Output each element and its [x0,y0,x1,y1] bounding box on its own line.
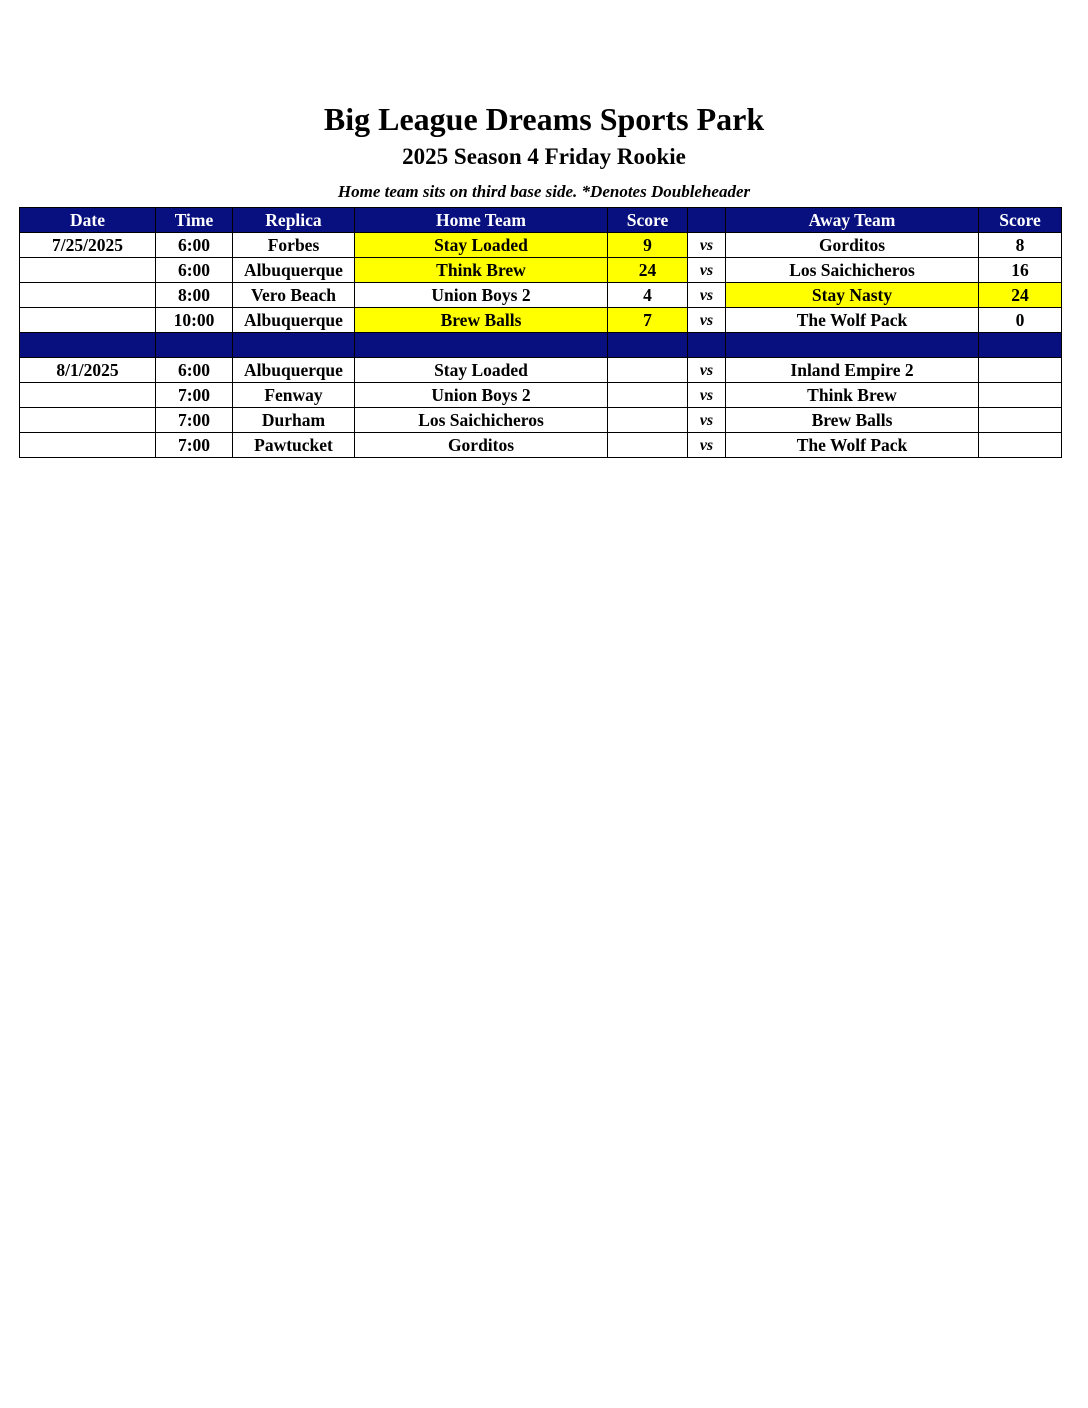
home-team-cell: Brew Balls [355,308,608,333]
away-team-cell: Los Saichicheros [726,258,979,283]
vs-cell: vs [688,233,726,258]
page-title: Big League Dreams Sports Park [323,101,765,137]
separator-cell [726,333,979,358]
date-cell [20,258,156,283]
date-cell [20,383,156,408]
home-score-cell: 9 [608,233,688,258]
time-cell: 6:00 [156,258,233,283]
away-team-cell: The Wolf Pack [726,433,979,458]
replica-cell: Forbes [233,233,355,258]
separator-cell [156,333,233,358]
date-cell [20,433,156,458]
home-team-cell: Stay Loaded [355,358,608,383]
table-row [20,258,1062,283]
table-row [20,308,1062,333]
time-cell: 7:00 [156,433,233,458]
column-header-replica: Replica [233,208,355,233]
replica-cell: Fenway [233,383,355,408]
table-row [20,358,1062,383]
away-score-cell [979,433,1062,458]
date-cell [20,283,156,308]
page-subtitle: 2025 Season 4 Friday Rookie [402,144,686,169]
column-header-time: Time [156,208,233,233]
home-score-cell [608,433,688,458]
vs-cell: vs [688,308,726,333]
schedule-table [19,207,1062,458]
away-score-cell: 0 [979,308,1062,333]
away-team-cell: Inland Empire 2 [726,358,979,383]
time-cell: 10:00 [156,308,233,333]
home-team-cell: Los Saichicheros [355,408,608,433]
table-row [20,233,1062,258]
home-score-cell [608,383,688,408]
separator-cell [355,333,608,358]
separator-row [20,333,1062,358]
separator-cell [688,333,726,358]
table-header-row [20,208,1062,233]
away-score-cell: 16 [979,258,1062,283]
vs-cell: vs [688,383,726,408]
away-team-cell: Think Brew [726,383,979,408]
table-row [20,383,1062,408]
away-score-cell: 24 [979,283,1062,308]
home-score-cell: 4 [608,283,688,308]
away-score-cell: 8 [979,233,1062,258]
replica-cell: Pawtucket [233,433,355,458]
home-score-cell [608,408,688,433]
away-score-cell [979,408,1062,433]
home-team-cell: Union Boys 2 [355,383,608,408]
time-cell: 7:00 [156,408,233,433]
vs-cell: vs [688,408,726,433]
vs-cell: vs [688,258,726,283]
away-team-cell: Stay Nasty [726,283,979,308]
column-header-home-team: Home Team [355,208,608,233]
replica-cell: Albuquerque [233,308,355,333]
column-header-home-score: Score [608,208,688,233]
date-cell [20,308,156,333]
away-team-cell: The Wolf Pack [726,308,979,333]
table-row [20,283,1062,308]
date-cell: 7/25/2025 [20,233,156,258]
replica-cell: Vero Beach [233,283,355,308]
vs-cell: vs [688,358,726,383]
column-header-vs [688,208,726,233]
replica-cell: Albuquerque [233,358,355,383]
separator-cell [979,333,1062,358]
home-team-cell: Think Brew [355,258,608,283]
home-score-cell: 7 [608,308,688,333]
home-team-cell: Gorditos [355,433,608,458]
away-team-cell: Gorditos [726,233,979,258]
separator-cell [233,333,355,358]
separator-cell [608,333,688,358]
time-cell: 6:00 [156,358,233,383]
date-cell: 8/1/2025 [20,358,156,383]
date-cell [20,408,156,433]
column-header-away-score: Score [979,208,1062,233]
time-cell: 7:00 [156,383,233,408]
table-row [20,408,1062,433]
home-team-cell: Union Boys 2 [355,283,608,308]
vs-cell: vs [688,433,726,458]
separator-cell [20,333,156,358]
replica-cell: Durham [233,408,355,433]
home-score-cell: 24 [608,258,688,283]
column-header-away-team: Away Team [726,208,979,233]
away-score-cell [979,383,1062,408]
time-cell: 6:00 [156,233,233,258]
away-team-cell: Brew Balls [726,408,979,433]
home-team-cell: Stay Loaded [355,233,608,258]
time-cell: 8:00 [156,283,233,308]
vs-cell: vs [688,283,726,308]
column-header-date: Date [20,208,156,233]
away-score-cell [979,358,1062,383]
seating-note: Home team sits on third base side. *Denotes Doubleheader [337,182,751,201]
home-score-cell [608,358,688,383]
table-row [20,433,1062,458]
schedule-body [20,233,1062,458]
replica-cell: Albuquerque [233,258,355,283]
